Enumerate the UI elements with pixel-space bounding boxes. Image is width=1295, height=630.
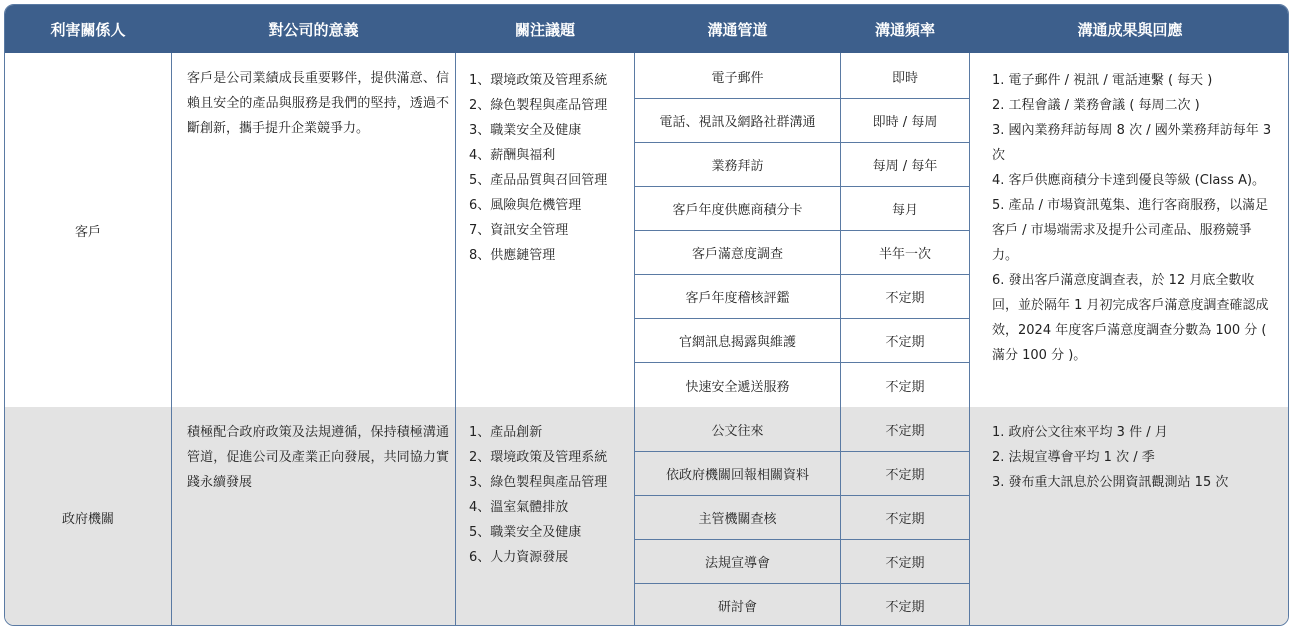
column-divider xyxy=(171,53,172,626)
issue-item: 4、薪酬與福利 xyxy=(469,148,556,163)
header-stakeholder: 利害關係人 xyxy=(50,20,126,39)
channel-cell: 業務拜訪 xyxy=(711,159,764,174)
result-item: 5. 產品 / 市場資訊蒐集、進行客商服務，以滿足客戶 / 市場端需求及提升公司產品、服務競爭力。 xyxy=(992,198,1269,263)
header-results: 溝通成果與回應 xyxy=(1077,20,1183,39)
table-header xyxy=(5,5,1288,53)
issue-item: 2、環境政策及管理系統 xyxy=(469,450,608,465)
channel-cell: 客戶滿意度調查 xyxy=(691,247,783,262)
issue-item: 4、溫室氣體排放 xyxy=(469,500,569,515)
column-divider xyxy=(455,53,456,626)
result-item: 4. 客戶供應商積分卡達到優良等級 (Class A)。 xyxy=(992,173,1266,188)
meaning-customer: 客戶是公司業績成長重要夥伴，提供滿意、信賴且安全的產品與服務是我們的堅持，透過不斷創新，攜手提升企業競爭力。 xyxy=(187,71,449,136)
issue-item: 2、綠色製程與產品管理 xyxy=(469,98,608,113)
result-item: 2. 工程會議 / 業務會議 ( 每周二次 ) xyxy=(992,98,1200,113)
channel-cell: 電話、視訊及網路社群溝通 xyxy=(659,115,816,130)
channel-cell: 客戶年度稽核評鑑 xyxy=(685,291,790,306)
frequency-cell: 不定期 xyxy=(885,512,925,527)
issue-item: 1、環境政策及管理系統 xyxy=(469,73,608,88)
channel-cell: 主管機關查核 xyxy=(698,512,777,527)
results-government xyxy=(992,420,1274,495)
column-divider xyxy=(969,53,970,626)
channel-cell: 電子郵件 xyxy=(711,70,764,86)
frequency-cell: 不定期 xyxy=(885,424,925,439)
channel-cell: 客戶年度供應商積分卡 xyxy=(672,203,803,218)
channel-cell: 官網訊息揭露與維護 xyxy=(678,335,796,350)
issue-item: 8、供應鏈管理 xyxy=(469,248,556,263)
frequency-cell: 不定期 xyxy=(885,600,925,615)
frequency-cell: 不定期 xyxy=(885,291,925,306)
issue-item: 5、產品品質與召回管理 xyxy=(469,173,608,188)
frequency-cell: 不定期 xyxy=(885,335,925,350)
results-customer xyxy=(992,68,1274,368)
stakeholder-government: 政府機關 xyxy=(61,511,114,527)
meaning-government: 積極配合政府政策及法規遵循，保持積極溝通管道，促進公司及產業正向發展，共同協力實踐永續發展 xyxy=(187,425,449,490)
stakeholder-table xyxy=(4,4,1289,626)
channel-cell: 快速安全遞送服務 xyxy=(685,379,790,395)
frequency-cell: 不定期 xyxy=(885,556,925,571)
issue-item: 3、職業安全及健康 xyxy=(469,123,582,138)
frequency-cell: 每周 / 每年 xyxy=(872,159,938,174)
result-item: 3. 國內業務拜訪每周 8 次 / 國外業務拜訪每年 3 次 xyxy=(992,123,1272,163)
channel-cell: 研討會 xyxy=(717,600,757,615)
issue-item: 1、產品創新 xyxy=(469,425,543,440)
channel-cell: 依政府機關回報相關資料 xyxy=(665,468,809,483)
header-channels: 溝通管道 xyxy=(707,20,768,39)
issue-item: 6、風險與危機管理 xyxy=(469,198,582,213)
result-item: 1. 政府公文往來平均 3 件 / 月 xyxy=(992,425,1168,440)
frequency-cell: 即時 / 每周 xyxy=(872,115,938,130)
channel-cell: 公文往來 xyxy=(711,424,764,439)
frequency-cell: 不定期 xyxy=(885,379,925,395)
result-item: 6. 發出客戶滿意度調查表，於 12 月底全數收回，並於隔年 1 月初完成客戶滿意度調查確認成效，2024 年度客戶滿意度調查分數為 100 分 ( 滿分 100 分 )。 xyxy=(992,273,1269,363)
header-frequency: 溝通頻率 xyxy=(874,20,935,39)
issue-item: 5、職業安全及健康 xyxy=(469,525,582,540)
issues-customer xyxy=(469,68,607,268)
frequency-cell: 半年一次 xyxy=(878,247,931,262)
result-item: 3. 發布重大訊息於公開資訊觀測站 15 次 xyxy=(992,475,1229,490)
issue-item: 3、綠色製程與產品管理 xyxy=(469,475,608,490)
header-meaning: 對公司的意義 xyxy=(268,20,359,39)
stakeholder-customer: 客戶 xyxy=(74,224,101,240)
header-issues: 關注議題 xyxy=(514,20,575,39)
frequency-cell: 不定期 xyxy=(885,468,925,483)
frequency-cell: 每月 xyxy=(891,203,918,218)
issue-item: 7、資訊安全管理 xyxy=(469,223,569,238)
result-item: 1. 電子郵件 / 視訊 / 電話連繫 ( 每天 ) xyxy=(992,73,1213,88)
issue-item: 6、人力資源發展 xyxy=(469,550,569,565)
frequency-cell: 即時 xyxy=(891,70,918,86)
channel-cell: 法規宣導會 xyxy=(704,556,770,571)
result-item: 2. 法規宣導會平均 1 次 / 季 xyxy=(992,450,1155,465)
issues-government xyxy=(469,420,607,570)
